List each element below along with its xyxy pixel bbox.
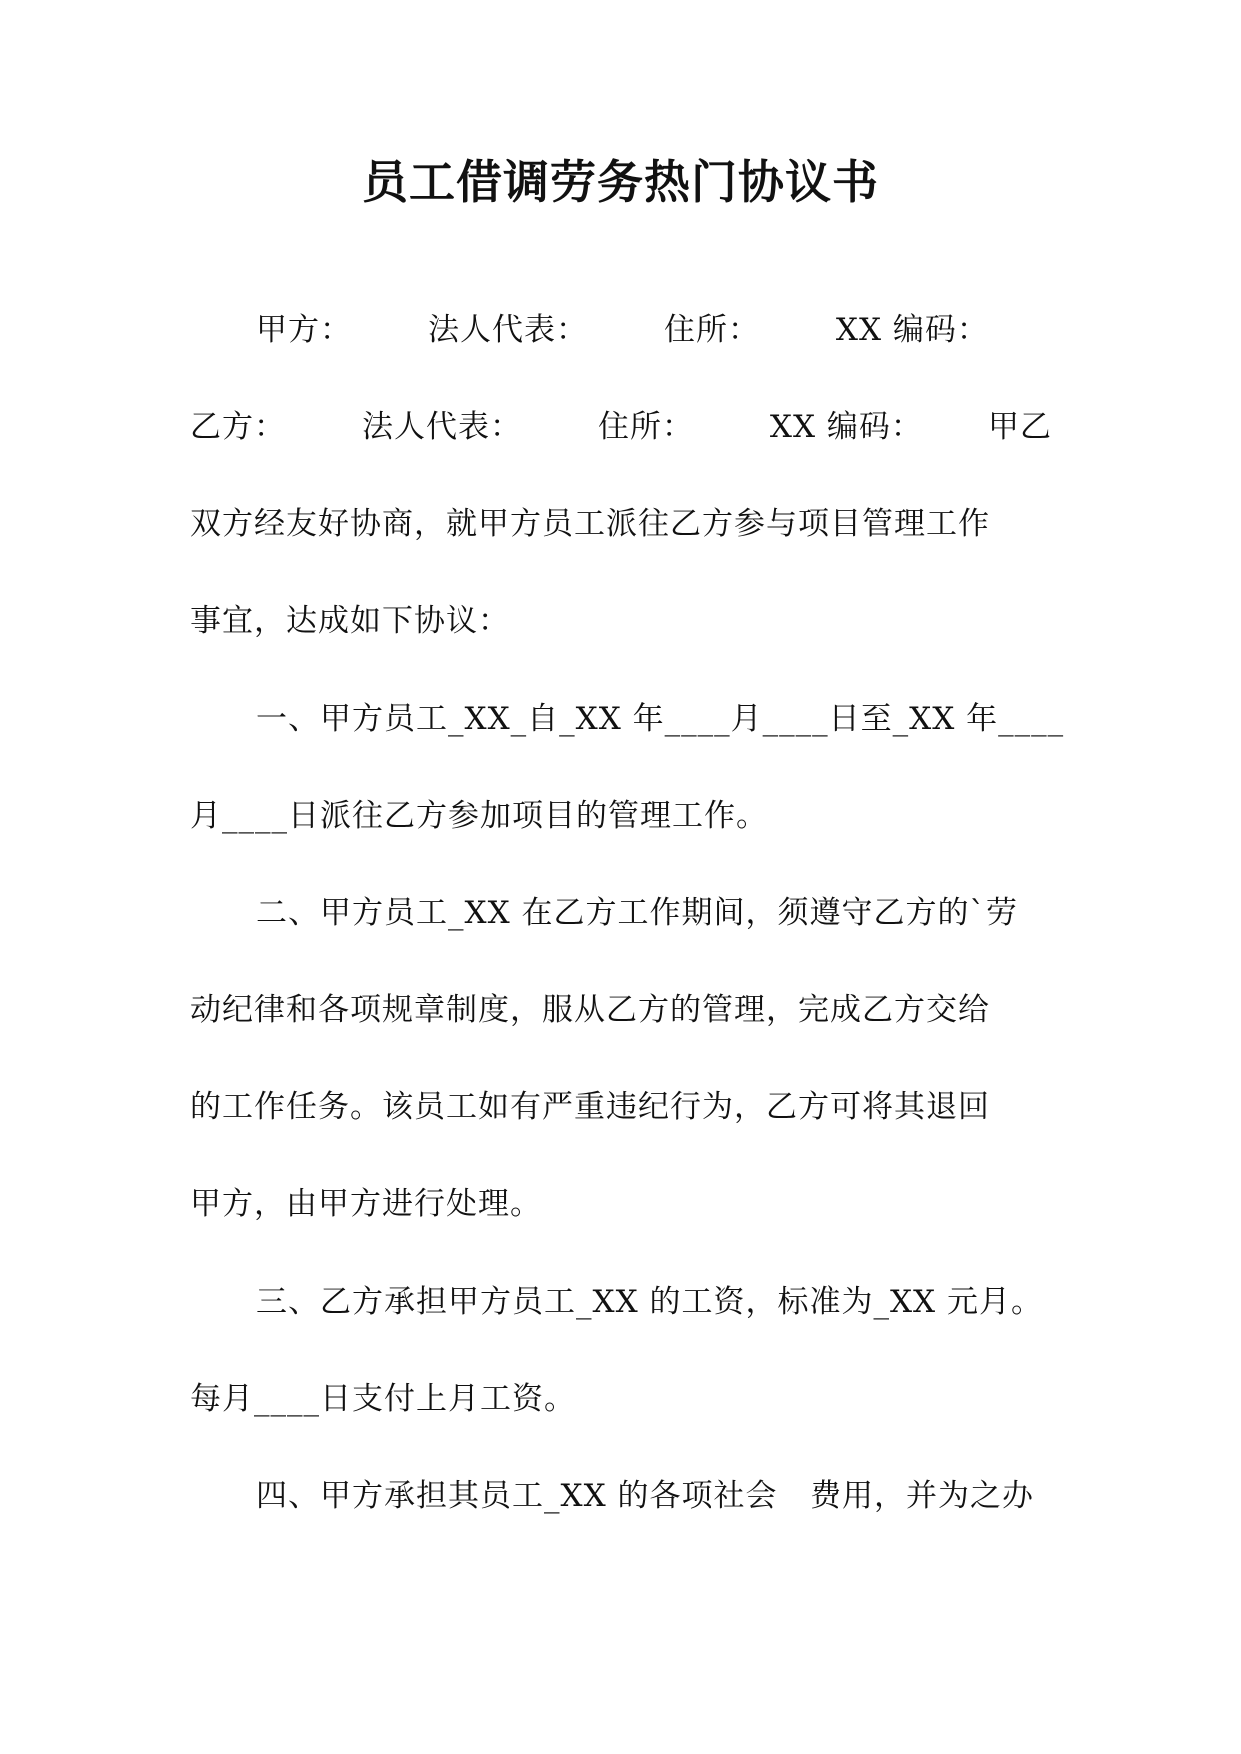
preamble-line-2: 事宜，达成如下协议： (190, 603, 510, 639)
clause-2-line-1: 二、甲方员工_XX 在乙方工作期间，须遵守乙方的`劳 (256, 895, 1018, 931)
clause-2-line-4: 甲方，由甲方进行处理。 (190, 1186, 542, 1222)
clause-2-line-3: 的工作任务。该员工如有严重违纪行为，乙方可将其退回 (190, 1089, 990, 1125)
clause-1-line-1: 一、甲方员工_XX_自_XX 年____月____日至_XX 年____ (256, 701, 1065, 737)
clause-4-line-1: 四、甲方承担其员工_XX 的各项社会 费用，并为之办 (256, 1478, 1035, 1514)
document-title: 员工借调劳务热门协议书 (362, 155, 879, 209)
party-a-line: 甲方： 法人代表： 住所： XX 编码： (256, 312, 989, 348)
clause-3-line-2: 每月____日支付上月工资。 (190, 1381, 576, 1417)
clause-2-line-2: 动纪律和各项规章制度，服从乙方的管理，完成乙方交给 (190, 992, 990, 1028)
party-b-line: 乙方： 法人代表： 住所： XX 编码： 甲乙 (190, 409, 1053, 445)
clause-3-line-1: 三、乙方承担甲方员工_XX 的工资，标准为_XX 元月。 (256, 1284, 1043, 1320)
clause-1-line-2: 月____日派往乙方参加项目的管理工作。 (190, 798, 768, 834)
preamble-line-1: 双方经友好协商，就甲方员工派往乙方参与项目管理工作 (190, 506, 990, 542)
